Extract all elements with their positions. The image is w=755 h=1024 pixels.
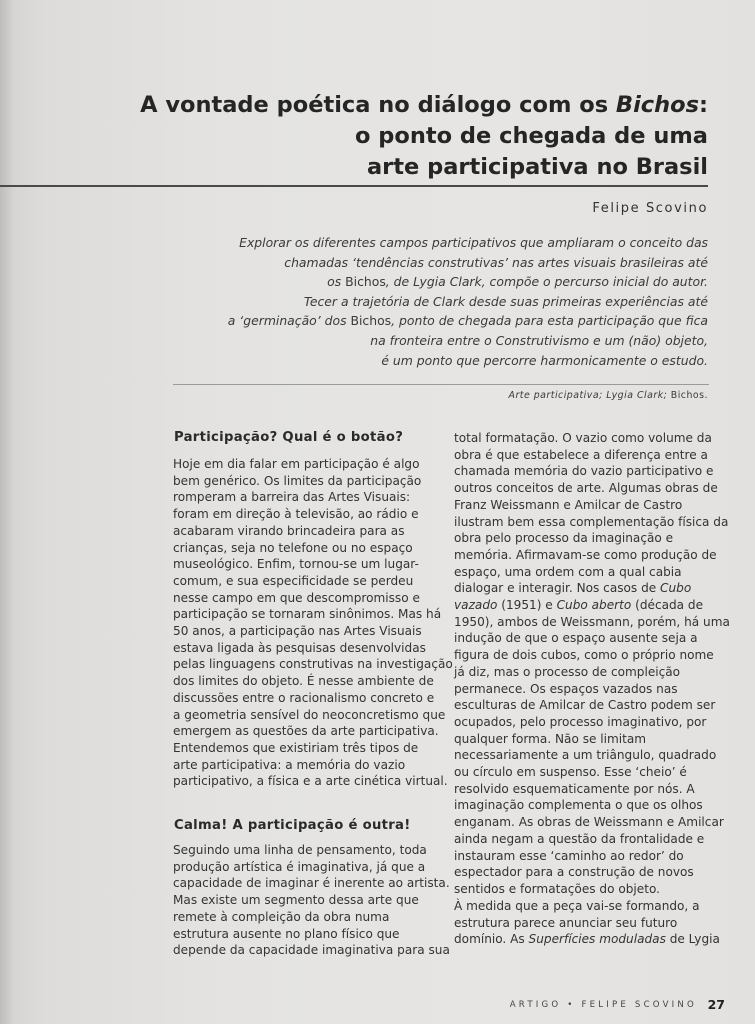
title-italic-word: Bichos: [615, 92, 699, 118]
body-line: Entendemos que existiriam três tipos de: [173, 740, 419, 755]
body-line: nesse campo em que descompromisso e: [173, 590, 420, 605]
running-footer: ARTIGO • FELIPE SCOVINO: [509, 1000, 697, 1010]
title-line-2: o ponto de chegada de uma: [355, 123, 708, 149]
author-name: Felipe Scovino: [592, 201, 708, 216]
title-line-1: [108, 90, 708, 121]
body-line: Mas existe um segmento dessa arte que: [173, 893, 419, 908]
body-line: À medida que a peça vai-se formando, a: [454, 899, 700, 913]
body-line: [454, 931, 724, 948]
section-2-body: [173, 842, 450, 959]
body-line: participativo, a física e a arte cinética virtual.: [173, 774, 448, 789]
body-line: discussões entre o racionalismo concreto e: [173, 690, 435, 705]
body-line: outros conceitos de arte. Algumas obras de: [454, 481, 718, 496]
body-line: ilustram bem essa complementação física da: [454, 514, 729, 529]
right-column-paragraph-1: [454, 430, 730, 898]
body-line: museológico. Enfim, tornou-se um lugar-: [173, 557, 419, 572]
body-line: foram em direção à televisão, ao rádio e: [173, 507, 419, 522]
body-line: capacidade de imaginar é inerente ao artista.: [173, 876, 450, 891]
body-line: espaço, uma ordem com a qual cabia: [454, 564, 682, 579]
body-line: ocupados, pelo processo imaginativo, por: [454, 714, 707, 729]
body-line: remete à compleição da obra numa: [173, 909, 390, 924]
abstract-line: Explorar os diferentes campos participativos que ampliaram o conceito das: [239, 235, 708, 250]
section-heading-1: Participação? Qual é o botão?: [174, 430, 404, 445]
keywords-text: Arte participativa; Lygia Clark;: [508, 390, 671, 401]
body-line: acabaram virando brincadeira para as: [173, 523, 405, 538]
body-text: de Lygia: [665, 932, 720, 947]
body-line: arte participativa: a memória do vazio: [173, 757, 406, 772]
body-line: produção artística é imaginativa, já que a: [173, 859, 426, 874]
abstract-line: é um ponto que percorre harmonicamente o estudo.: [381, 352, 708, 368]
artwork-title: Superfícies moduladas: [528, 932, 666, 947]
body-line: bem genérico. Os limites da participação: [173, 473, 422, 488]
abstract-text: os: [327, 274, 346, 290]
body-text: (1951) e: [497, 598, 557, 613]
section-heading-2: Calma! A participação é outra!: [174, 818, 411, 833]
title-text: A vontade poética no diálogo com os: [140, 92, 616, 118]
body-line: enganam. As obras de Weissmann e Amilcar: [454, 815, 724, 830]
body-line: crianças, seja no telefone ou no espaço: [173, 540, 413, 555]
abstract-text: , ponto de chegada para esta participação que fica: [391, 313, 708, 329]
abstract-line: chamadas ‘tendências construtivas’ nas artes visuais brasileiras até: [284, 254, 708, 270]
body-line: permanece. Os espaços vazados nas: [454, 681, 678, 696]
body-line: sentidos e formatações do objeto.: [454, 881, 660, 896]
abstract-text: , de Lygia Clark, compõe o percurso inicial do autor.: [385, 274, 708, 290]
body-line: total formatação. O vazio como volume da: [454, 431, 712, 445]
keywords-divider: [173, 384, 709, 385]
page-number: 27: [707, 997, 725, 1012]
body-line: ou círculo em suspenso. Esse ‘cheio’ é: [454, 765, 687, 780]
body-line: comum, e sua especificidade se perdeu: [173, 573, 414, 588]
body-line: figura de dois cubos, como o próprio nome: [454, 648, 714, 663]
abstract-line: [188, 311, 708, 331]
body-line: obra pelo processo da imaginação e: [454, 531, 674, 546]
body-line: esculturas de Amilcar de Castro podem ser: [454, 698, 716, 713]
body-line: estava ligada às pesquisas desenvolvidas: [173, 640, 426, 655]
page-gutter-shadow: [0, 0, 14, 1024]
body-line: pelas linguagens construtivas na investigação: [173, 657, 453, 672]
body-line: ainda negam a questão da frontalidade e: [454, 831, 705, 846]
keywords: [509, 390, 708, 401]
body-line: dos limites do objeto. É nesse ambiente de: [173, 674, 434, 689]
body-line: Seguindo uma linha de pensamento, toda: [173, 843, 427, 857]
abstract: [188, 233, 708, 370]
body-line: imaginação complementa o que os olhos: [454, 798, 703, 813]
abstract-line: na fronteira entre o Construtivismo e um (não) objeto,: [370, 332, 708, 348]
body-line: emergem as questões da arte participativa.: [173, 724, 439, 739]
body-line: indução de que o espaço ausente seja a: [454, 631, 698, 646]
body-line: necessariamente a um triângulo, quadrado: [454, 748, 717, 763]
body-line: Hoje em dia falar em participação é algo: [173, 457, 420, 471]
body-line: 50 anos, a participação nas Artes Visuais: [173, 624, 422, 639]
body-line: [454, 597, 724, 614]
abstract-roman-word: Bichos: [345, 274, 386, 290]
body-line: [454, 580, 724, 597]
right-column-paragraph-2: [454, 898, 724, 948]
body-line: resolvido esquematicamente por nós. A: [454, 781, 695, 796]
body-line: participação se tornaram sinônimos. Mas há: [173, 607, 442, 622]
body-line: Franz Weissmann e Amilcar de Castro: [454, 497, 683, 512]
abstract-line: [188, 272, 708, 292]
artwork-title: vazado: [454, 598, 498, 613]
body-line: espectador para a construção de novos: [454, 865, 694, 880]
title-colon: :: [699, 92, 708, 118]
body-text: dialogar e interagir. Nos casos de: [454, 581, 661, 596]
body-line: depende da capacidade imaginativa para sua: [173, 943, 450, 958]
artwork-title: Cubo aberto: [556, 598, 632, 613]
body-line: qualquer forma. Não se limitam: [454, 731, 647, 746]
abstract-line: Tecer a trajetória de Clark desde suas primeiras experiências até: [303, 293, 708, 309]
abstract-roman-word: Bichos: [350, 313, 392, 329]
body-line: romperam a barreira das Artes Visuais:: [173, 490, 411, 505]
title-divider: [0, 185, 708, 187]
body-line: a geometria sensível do neoconcretismo que: [173, 707, 446, 722]
body-line: memória. Afirmavam-se como produção de: [454, 547, 717, 562]
artwork-title: Cubo: [660, 581, 692, 596]
body-line: estrutura ausente no plano físico que: [173, 926, 400, 941]
body-text: (década de: [631, 598, 704, 613]
section-1-body: [173, 456, 453, 790]
title-line-3: arte participativa no Brasil: [366, 154, 708, 180]
body-line: 1950), ambos de Weissmann, porém, há uma: [454, 614, 730, 629]
body-line: já diz, mas o processo de compleição: [454, 664, 681, 679]
abstract-text: a ‘germinação’ dos: [227, 313, 351, 329]
body-line: chamada memória do vazio participativo e: [454, 464, 714, 479]
body-line: estrutura parece anunciar seu futuro: [454, 915, 678, 930]
body-text: domínio. As: [454, 932, 529, 947]
article-title: [108, 90, 708, 183]
body-line: obra é que estabelece a diferença entre a: [454, 447, 708, 462]
keywords-last: Bichos.: [670, 390, 708, 401]
body-line: instauram esse ‘caminho ao redor’ do: [454, 848, 684, 863]
